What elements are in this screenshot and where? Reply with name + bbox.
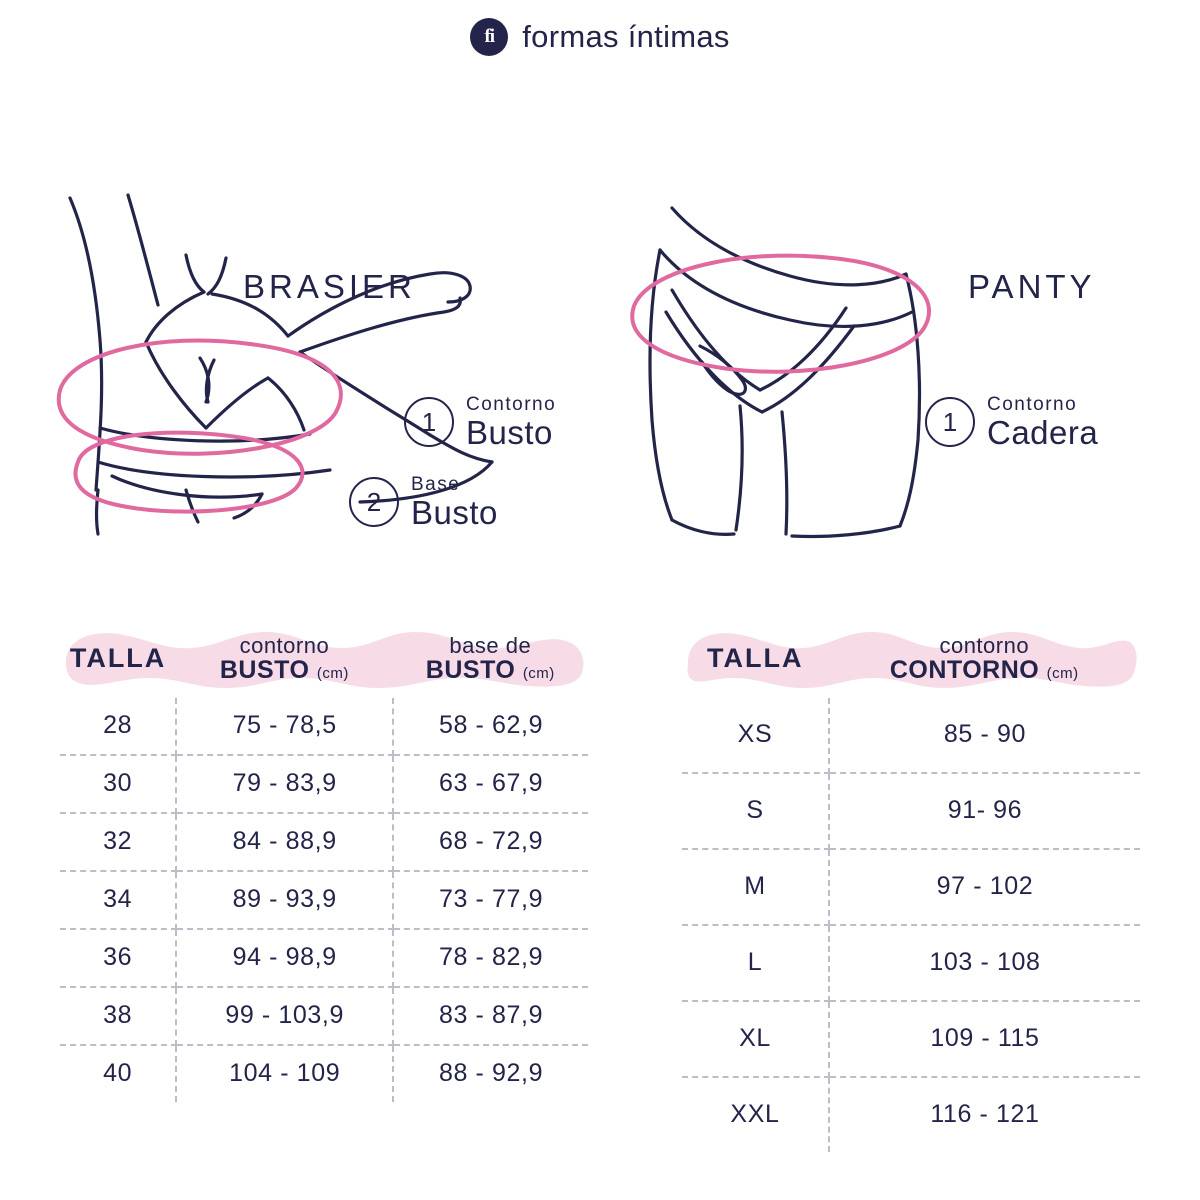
panty-title: PANTY [968,268,1096,305]
table-cell: 40 [60,1045,176,1102]
header-base-small: base de [449,632,532,658]
header-base-big [393,657,588,684]
callout-label [987,395,1098,449]
callout-contorno-busto [404,395,556,449]
table-row [60,929,588,987]
table-cell: 103 - 108 [829,925,1140,1001]
panty-size-table [682,620,1140,1152]
callout-big-label: Busto [466,414,553,451]
header-base-unit: (cm) [522,665,555,683]
table-cell: 36 [60,929,176,987]
table-cell: 109 - 115 [829,1001,1140,1077]
callout-small-label: Contorno [466,394,557,415]
callout-number-1-icon: 1 [925,397,975,447]
header-contorno-small: contorno [239,632,330,658]
table-cell: 79 - 83,9 [176,755,393,813]
callout-label [411,475,498,529]
callout-big-label: Cadera [987,414,1099,451]
table-cell: M [682,849,829,925]
header-contorno-big [829,657,1140,684]
table-cell: XS [682,698,829,773]
table-cell: 78 - 82,9 [393,929,588,987]
table-cell: 38 [60,987,176,1045]
brasier-size-table [60,620,588,1102]
brasier-title: BRASIER [243,268,416,305]
header-contorno-unit: (cm) [1046,665,1079,683]
header-talla-text: TALLA [69,643,167,674]
table-cell: 91- 96 [829,773,1140,849]
table-cell: 84 - 88,9 [176,813,393,871]
table-row [60,813,588,871]
header-contorno-small: contorno [939,632,1030,658]
table-row [682,849,1140,925]
brasier-table-header [60,620,588,698]
header-base-word: BUSTO [425,656,516,685]
header-busto-word: BUSTO [219,656,310,685]
header-base-busto [393,634,588,685]
table-row [682,1077,1140,1152]
table-row [682,925,1140,1001]
callout-base-busto [349,475,498,529]
table-row [60,755,588,813]
table-cell: 58 - 62,9 [393,698,588,755]
table-cell: 116 - 121 [930,1100,1040,1128]
table-cell: 97 - 102 [829,849,1140,925]
header-contorno-word: CONTORNO [889,656,1040,685]
callout-small-label: Base [411,474,461,495]
header-contorno-cadera [829,634,1140,685]
table-row [60,698,588,755]
table-cell: XL [682,1001,829,1077]
illustration-svg [0,90,1200,590]
illustration-area [0,90,1200,590]
table-cell: XXL [682,1077,829,1152]
table-cell: 32 [60,813,176,871]
table-row [682,1001,1140,1077]
table-cell: 63 - 67,9 [393,755,588,813]
header-contorno-busto [176,634,392,685]
panty-table-header [682,620,1140,698]
table-cell: L [682,925,829,1001]
brand-header [0,18,1200,56]
table-cell: 85 - 90 [829,698,1140,773]
table-row [682,773,1140,849]
callout-small-label: Contorno [987,394,1078,415]
brand-logo-icon [470,18,508,56]
table-cell: 28 [60,698,176,755]
table-row [60,1045,588,1102]
header-busto-unit: (cm) [316,665,349,683]
brasier-table-body [60,698,588,1102]
table-row [60,987,588,1045]
table-cell: S [682,773,829,849]
header-talla-text: TALLA [707,643,804,674]
callout-number-2-icon: 2 [349,477,399,527]
header-busto-big [176,657,392,684]
brand-name: formas íntimas [522,19,730,54]
callout-number-1-icon: 1 [404,397,454,447]
table-cell: 89 - 93,9 [176,871,393,929]
header-talla [682,644,829,673]
brand-logo-text: fi [484,26,495,47]
table-cell: 94 - 98,9 [176,929,393,987]
table-cell: 83 - 87,9 [393,987,588,1045]
table-cell: 75 - 78,5 [176,698,393,755]
table-cell: 73 - 77,9 [393,871,588,929]
panty-table-body [682,698,1140,1152]
table-cell: 30 [60,755,176,813]
table-cell: 68 - 72,9 [393,813,588,871]
callout-contorno-cadera [925,395,1098,449]
table-cell: 104 - 109 [176,1045,393,1102]
table-cell: 34 [60,871,176,929]
callout-label [466,395,556,449]
callout-big-label: Busto [411,494,498,531]
table-cell: 88 - 92,9 [439,1059,544,1087]
table-cell: 99 - 103,9 [176,987,393,1045]
table-row [60,871,588,929]
table-row [682,698,1140,773]
header-talla [60,644,176,673]
